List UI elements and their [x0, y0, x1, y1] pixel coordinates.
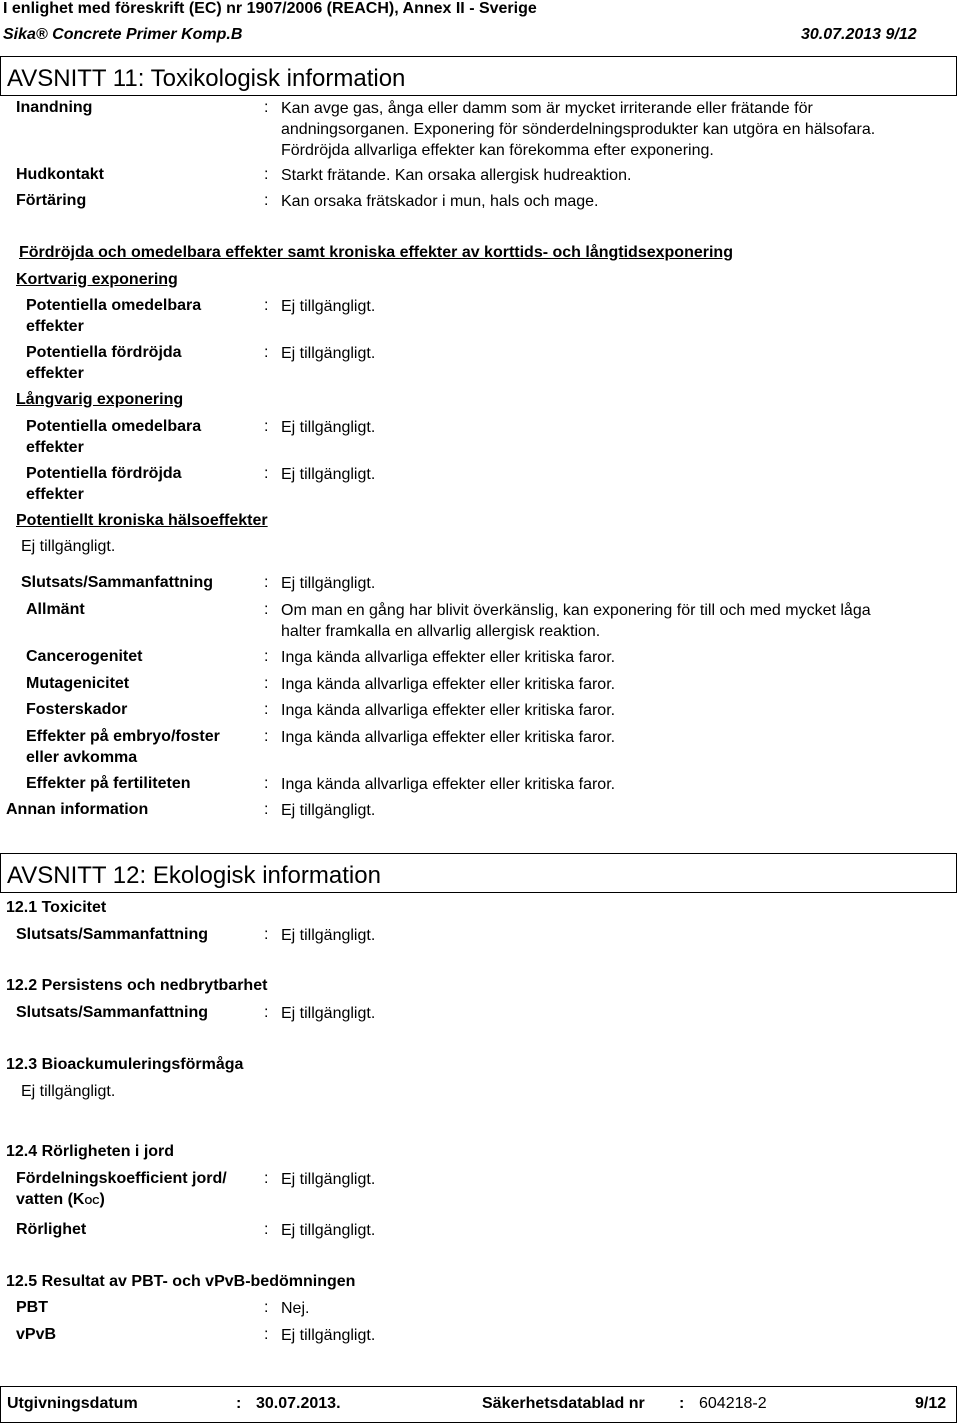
- route-label-skin: Hudkontakt: [16, 166, 104, 183]
- teratogenicity-label: Fosterskador: [26, 701, 128, 718]
- vpvb-value: Ej tillgängligt.: [281, 1327, 376, 1344]
- short-immediate-label-1: Potentiella omedelbara: [26, 297, 202, 314]
- mutagenicity-value: Inga kända allvarliga effekter eller kritiska faror.: [281, 676, 616, 693]
- long-immediate-value: Ej tillgängligt.: [281, 419, 376, 436]
- route-value-ingestion: Kan orsaka frätskador i mun, hals och mage.: [281, 193, 599, 210]
- header-date-page: 30.07.2013 9/12: [801, 26, 917, 43]
- colon: :: [264, 675, 269, 692]
- colon: :: [679, 1395, 685, 1412]
- colon: :: [264, 99, 269, 116]
- short-term-heading: Kortvarig exponering: [16, 271, 178, 288]
- general-value-2: halter framkalla en allvarlig allergisk reaktion.: [281, 623, 601, 640]
- embryo-label-1: Effekter på embryo/foster: [26, 728, 220, 745]
- colon: :: [236, 1395, 242, 1412]
- colon: :: [264, 192, 269, 209]
- footer-page-number: 9/12: [915, 1395, 947, 1412]
- other-info-value: Ej tillgängligt.: [281, 802, 376, 819]
- toxicity-heading: 12.1 Toxicitet: [6, 899, 107, 916]
- section-11-title: AVSNITT 11: Toxikologisk information: [7, 65, 406, 92]
- general-value-1: Om man en gång har blivit överkänslig, kan exponering för till och med mycket låga: [281, 602, 871, 619]
- koc-value: Ej tillgängligt.: [281, 1171, 376, 1188]
- other-info-label: Annan information: [6, 801, 149, 818]
- teratogenicity-value: Inga kända allvarliga effekter eller kritiska faror.: [281, 702, 616, 719]
- pbt-value: Nej.: [281, 1300, 310, 1317]
- mobility-value: Ej tillgängligt.: [281, 1222, 376, 1239]
- section-12-title: AVSNITT 12: Ekologisk information: [7, 862, 381, 889]
- bioaccumulation-heading: 12.3 Bioackumuleringsförmåga: [6, 1056, 244, 1073]
- delayed-effects-heading: Fördröjda och omedelbara effekter samt kroniska effekter av korttids- och långtidsexponering: [19, 244, 733, 261]
- colon: :: [264, 801, 269, 818]
- route-value-inhalation-1: Kan avge gas, ånga eller damm som är mycket irriterande eller frätande för: [281, 100, 813, 117]
- short-delayed-value: Ej tillgängligt.: [281, 345, 376, 362]
- mobility-label: Rörlighet: [16, 1221, 87, 1238]
- colon: :: [264, 601, 269, 618]
- colon: :: [264, 297, 269, 314]
- long-delayed-value: Ej tillgängligt.: [281, 466, 376, 483]
- mutagenicity-label: Mutagenicitet: [26, 675, 130, 692]
- long-immediate-label-1: Potentiella omedelbara: [26, 418, 202, 435]
- section-12-box: [0, 853, 957, 893]
- long-delayed-label-1: Potentiella fördröjda: [26, 465, 182, 482]
- chronic-value: Ej tillgängligt.: [21, 538, 116, 555]
- colon: :: [264, 418, 269, 435]
- pbt-label: PBT: [16, 1299, 48, 1316]
- product-name: Sika® Concrete Primer Komp.B: [3, 26, 243, 43]
- colon: :: [264, 926, 269, 943]
- summary-label: Slutsats/Sammanfattning: [21, 574, 214, 591]
- short-delayed-label-2: effekter: [26, 365, 84, 382]
- embryo-label-2: eller avkomma: [26, 749, 138, 766]
- colon: :: [264, 1326, 269, 1343]
- route-value-inhalation-3: Fördröjda allvarliga effekter kan förekomma efter exponering.: [281, 142, 714, 159]
- koc-label-2: vatten (KOC): [16, 1191, 105, 1208]
- long-term-heading: Långvarig exponering: [16, 391, 184, 408]
- bioaccumulation-value: Ej tillgängligt.: [21, 1083, 116, 1100]
- colon: :: [264, 775, 269, 792]
- colon: :: [264, 648, 269, 665]
- pbt-heading: 12.5 Resultat av PBT- och vPvB-bedömningen: [6, 1273, 356, 1290]
- embryo-value: Inga kända allvarliga effekter eller kritiska faror.: [281, 729, 616, 746]
- sds-number-value: 604218-2: [699, 1395, 767, 1412]
- colon: :: [264, 1221, 269, 1238]
- fertility-value: Inga kända allvarliga effekter eller kritiska faror.: [281, 776, 616, 793]
- koc-label-1: Fördelningskoefficient jord/: [16, 1170, 227, 1187]
- colon: :: [264, 1170, 269, 1187]
- toxicity-summary-value: Ej tillgängligt.: [281, 927, 376, 944]
- document-header-title: I enlighet med föreskrift (EC) nr 1907/2006 (REACH), Annex II - Sverige: [3, 0, 537, 17]
- fertility-label: Effekter på fertiliteten: [26, 775, 191, 792]
- summary-value: Ej tillgängligt.: [281, 575, 376, 592]
- chronic-heading: Potentiellt kroniska hälsoeffekter: [16, 512, 268, 529]
- short-delayed-label-1: Potentiella fördröjda: [26, 344, 182, 361]
- toxicity-summary-label: Slutsats/Sammanfattning: [16, 926, 209, 943]
- vpvb-label: vPvB: [16, 1326, 57, 1343]
- persistence-summary-label: Slutsats/Sammanfattning: [16, 1004, 209, 1021]
- colon: :: [264, 574, 269, 591]
- issue-date-label: Utgivningsdatum: [7, 1395, 138, 1412]
- sds-number-label: Säkerhetsdatablad nr: [482, 1395, 645, 1412]
- soil-mobility-heading: 12.4 Rörligheten i jord: [6, 1143, 175, 1160]
- persistence-heading: 12.2 Persistens och nedbrytbarhet: [6, 977, 268, 994]
- section-11-box: [0, 56, 957, 96]
- colon: :: [264, 166, 269, 183]
- short-immediate-value: Ej tillgängligt.: [281, 298, 376, 315]
- colon: :: [264, 465, 269, 482]
- colon: :: [264, 701, 269, 718]
- issue-date-value: 30.07.2013.: [256, 1395, 341, 1412]
- carcinogenicity-label: Cancerogenitet: [26, 648, 143, 665]
- route-label-inhalation: Inandning: [16, 99, 93, 116]
- colon: :: [264, 1004, 269, 1021]
- route-label-ingestion: Förtäring: [16, 192, 87, 209]
- persistence-summary-value: Ej tillgängligt.: [281, 1005, 376, 1022]
- colon: :: [264, 1299, 269, 1316]
- carcinogenicity-value: Inga kända allvarliga effekter eller kritiska faror.: [281, 649, 616, 666]
- general-label: Allmänt: [26, 601, 85, 618]
- colon: :: [264, 728, 269, 745]
- route-value-skin: Starkt frätande. Kan orsaka allergisk hudreaktion.: [281, 167, 632, 184]
- long-delayed-label-2: effekter: [26, 486, 84, 503]
- long-immediate-label-2: effekter: [26, 439, 84, 456]
- page-footer: [0, 1386, 957, 1423]
- colon: :: [264, 344, 269, 361]
- short-immediate-label-2: effekter: [26, 318, 84, 335]
- route-value-inhalation-2: andningsorganen. Exponering för sönderdelningsprodukter kan utgöra en hälsofara.: [281, 121, 876, 138]
